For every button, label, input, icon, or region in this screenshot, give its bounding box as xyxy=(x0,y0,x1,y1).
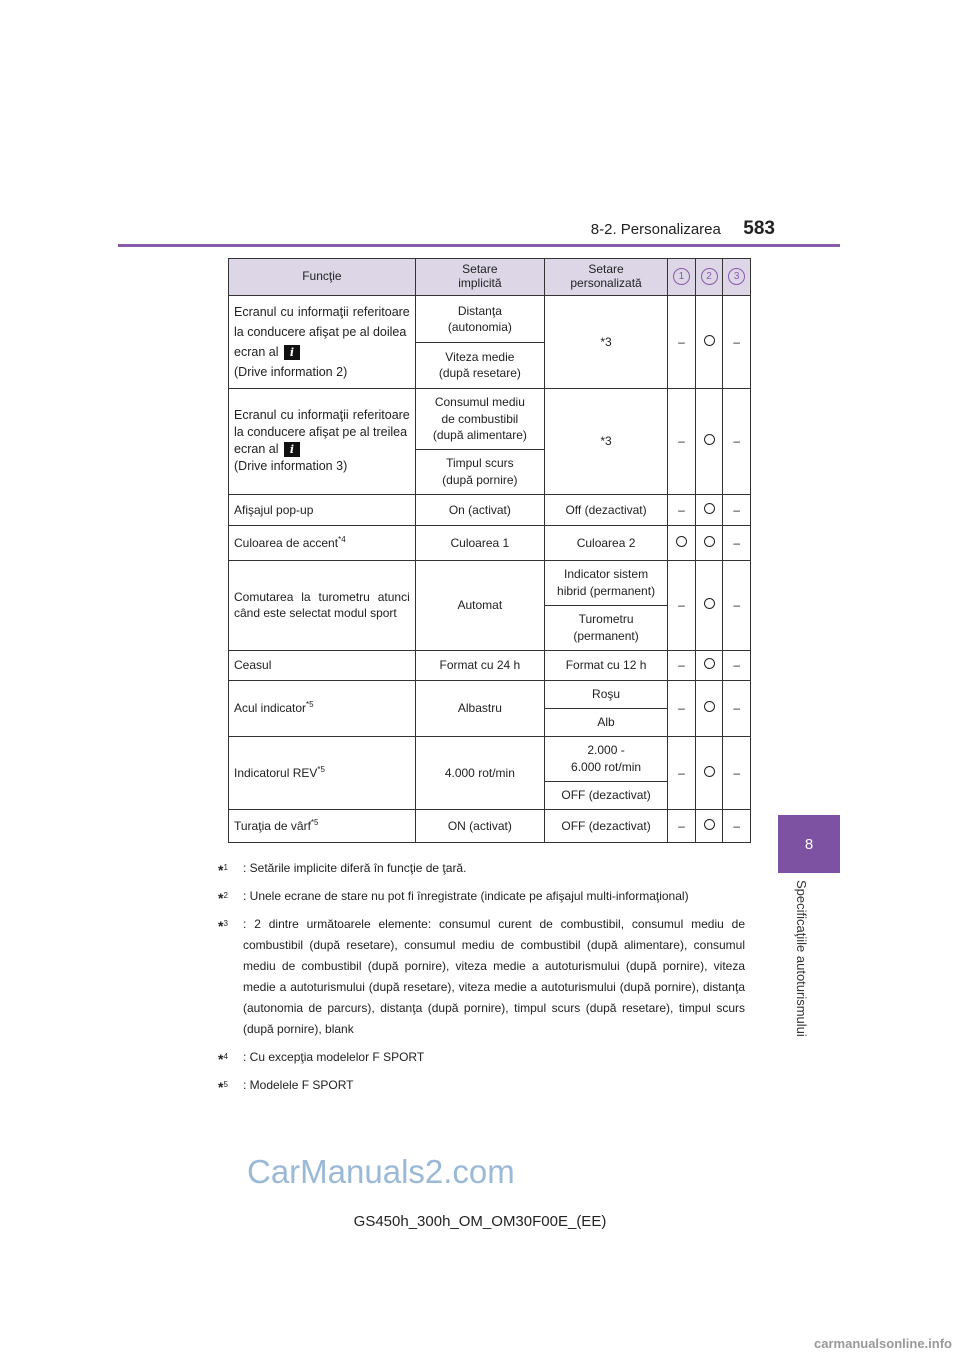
row-m2 xyxy=(695,809,723,842)
row-m3: – xyxy=(723,560,751,650)
row-custom: Indicator sistem hibrid (permanent) xyxy=(544,560,667,605)
row-m1: – xyxy=(668,736,696,809)
row-function: Ceasul xyxy=(229,650,416,680)
chapter-tab xyxy=(778,815,840,873)
row-m3: – xyxy=(723,295,751,388)
row-custom: Turometru (permanent) xyxy=(544,605,667,650)
row-option: Viteza medie (după resetare) xyxy=(415,343,544,389)
watermark-bottom: carmanualsonline.info xyxy=(814,1336,952,1351)
circle-icon xyxy=(704,536,715,547)
row-custom: *3 xyxy=(544,388,667,494)
header-custom: Setare personalizată xyxy=(544,259,667,296)
row-function: Indicatorul REV$^{*5}$ xyxy=(229,736,416,809)
header-function: Funcţie xyxy=(229,259,416,296)
circle-icon xyxy=(704,658,715,669)
row-m1: – xyxy=(668,295,696,388)
footnote: *$^3$ : 2 dintre următoarele elemente: consumul curent de combustibil, consumul mediu de combustibil (după resetare), consumul mediu de combustibil (după alimentare), consumul mediu de combustibil (după pornire), viteza medie a autoturismului (după pornire), viteza medie a autoturismului (după resetare), viteza medie a autoturismului (după pornire), distanţa (autonomia de parcurs), distanţa (după pornire), timpul scurs (după resetare), timpul scurs (după pornire), blank xyxy=(218,917,745,1036)
header-default: Setare implicită xyxy=(415,259,544,296)
circle-icon xyxy=(676,536,687,547)
row-m2 xyxy=(695,560,723,650)
footnotes xyxy=(218,858,745,1103)
circle-icon xyxy=(704,701,715,712)
row-m1: – xyxy=(668,494,696,525)
row-m2 xyxy=(695,388,723,494)
table-row xyxy=(229,650,751,680)
page-number: 583 xyxy=(743,218,775,239)
row-m1: – xyxy=(668,650,696,680)
table-row xyxy=(229,680,751,708)
table-row xyxy=(229,525,751,560)
row-custom: *3 xyxy=(544,295,667,388)
table-row xyxy=(229,736,751,781)
table-row xyxy=(229,560,751,605)
row-m3: – xyxy=(723,525,751,560)
circled-3-icon: 3 xyxy=(728,268,745,285)
row-m1 xyxy=(668,525,696,560)
row-m1: – xyxy=(668,560,696,650)
footnote: *$^1$ : Setările implicite diferă în funcţie de ţară. xyxy=(218,861,467,878)
circled-2-icon: 2 xyxy=(701,268,718,285)
row-function: Ecranul cu informaţii referitoare la conducere afişat pe al doilea ecran al i (Drive information 2) xyxy=(229,295,416,388)
row-m2 xyxy=(695,494,723,525)
row-custom: Roşu xyxy=(544,680,667,708)
row-m3: – xyxy=(723,388,751,494)
row-m3: – xyxy=(723,494,751,525)
footnote: *$^2$ : Unele ecrane de stare nu pot fi înregistrate (indicate pe afişajul multi-informaţional) xyxy=(218,889,689,906)
circle-icon xyxy=(704,503,715,514)
row-default: 4.000 rot/min xyxy=(415,736,544,809)
row-m1: – xyxy=(668,388,696,494)
row-option: Timpul scurs (după pornire) xyxy=(415,449,544,494)
section-title: 8-2. Personalizarea xyxy=(590,221,721,238)
info-icon: i xyxy=(284,345,300,360)
row-function: Afişajul pop-up xyxy=(229,494,416,525)
row-option: Consumul mediu de combustibil (după alimentare) xyxy=(415,388,544,449)
header-method-2 xyxy=(695,259,723,296)
circled-1-icon: 1 xyxy=(673,268,690,285)
row-m1: – xyxy=(668,680,696,736)
header-method-3 xyxy=(723,259,751,296)
row-custom: 2.000 - 6.000 rot/min xyxy=(544,736,667,781)
circle-icon xyxy=(704,335,715,346)
row-option: Distanţa (autonomia) xyxy=(415,295,544,343)
row-custom: Culoarea 2 xyxy=(544,525,667,560)
header-rule xyxy=(118,244,840,247)
row-default: Format cu 24 h xyxy=(415,650,544,680)
circle-icon xyxy=(704,766,715,777)
row-m2 xyxy=(695,736,723,809)
row-m3: – xyxy=(723,736,751,809)
row-default: Culoarea 1 xyxy=(415,525,544,560)
row-default: Automat xyxy=(415,560,544,650)
row-custom: OFF (dezactivat) xyxy=(544,809,667,842)
row-custom: OFF (dezactivat) xyxy=(544,781,667,809)
circle-icon xyxy=(704,598,715,609)
footnote: *$^4$ : Cu excepţia modelelor F SPORT xyxy=(218,1050,425,1067)
chapter-tab-number: 8 xyxy=(804,835,814,853)
page-header xyxy=(0,218,775,240)
table-row xyxy=(229,809,751,842)
footnote: *$^5$ : Modelele F SPORT xyxy=(218,1078,354,1095)
table-header-row xyxy=(229,259,751,296)
info-icon: i xyxy=(284,442,300,457)
document-code: GS450h_300h_OM_OM30F00E_(EE) xyxy=(353,1213,607,1230)
circle-icon xyxy=(704,434,715,445)
table-row xyxy=(229,295,751,343)
watermark: CarManuals2.com xyxy=(247,1153,515,1190)
chapter-label: Specificaţiile autoturismului xyxy=(794,880,809,1037)
table-row xyxy=(229,388,751,449)
row-custom: Format cu 12 h xyxy=(544,650,667,680)
settings-table xyxy=(228,258,751,843)
row-m3: – xyxy=(723,650,751,680)
header-method-1 xyxy=(668,259,696,296)
row-m2 xyxy=(695,680,723,736)
row-m2 xyxy=(695,295,723,388)
row-m3: – xyxy=(723,680,751,736)
row-function: Ecranul cu informaţii referitoare la conducere afişat pe al treilea ecran al i (Drive information 3) xyxy=(229,388,416,494)
row-m2 xyxy=(695,525,723,560)
row-m1: – xyxy=(668,809,696,842)
row-function: Acul indicator$^{*5}$ xyxy=(229,680,416,736)
row-custom: Alb xyxy=(544,708,667,736)
row-m3: – xyxy=(723,809,751,842)
row-custom: Off (dezactivat) xyxy=(544,494,667,525)
row-default: On (activat) xyxy=(415,494,544,525)
row-function: Culoarea de accent$^{*4}$ xyxy=(229,525,416,560)
row-default: ON (activat) xyxy=(415,809,544,842)
table-row xyxy=(229,494,751,525)
row-function: Comutarea la turometru atunci când este selectat modul sport xyxy=(229,560,416,650)
row-default: Albastru xyxy=(415,680,544,736)
circle-icon xyxy=(704,819,715,830)
row-function: Turaţia de vârf$^{*5}$ xyxy=(229,809,416,842)
row-m2 xyxy=(695,650,723,680)
